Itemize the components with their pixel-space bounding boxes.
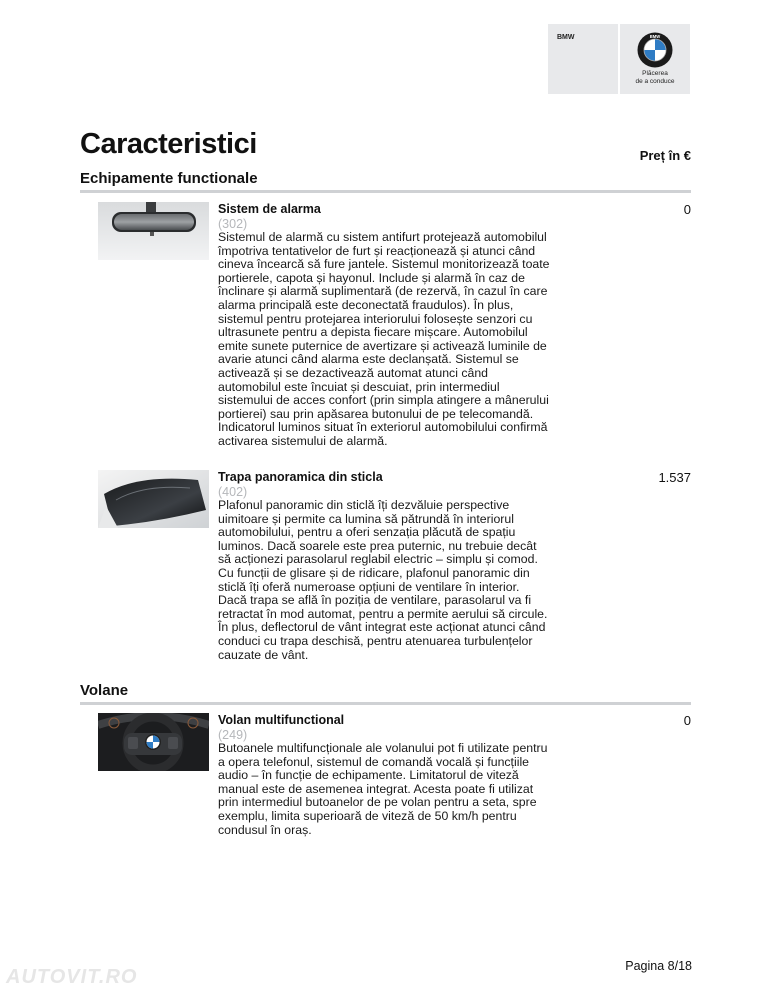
section-divider: [80, 190, 691, 193]
brand-slogan: [635, 70, 674, 86]
brand-name-box: [548, 24, 618, 94]
slogan-line-2: de a conduce: [635, 78, 675, 85]
watermark: AUTOVIT.RO: [6, 966, 138, 988]
slogan-line-1: Plăcerea: [642, 70, 668, 77]
logo-lettering: BMW: [649, 34, 661, 40]
item-name: Sistem de alarma: [218, 202, 321, 216]
item-price: 0: [683, 713, 691, 728]
page-number: Pagina 8/18: [625, 959, 692, 973]
section-title-volane: Volane: [80, 682, 129, 699]
item-code: (302): [218, 217, 248, 231]
bmw-logo-icon: [637, 32, 673, 68]
item-image-steering-wheel: [98, 713, 209, 771]
item-name: Trapa panoramica din sticla: [218, 470, 383, 484]
brand-header: [548, 24, 690, 94]
item-description: Plafonul panoramic din sticlă îți dezvăluie perspective uimitoare și permite ca lumina să pătrundă în interiorul automobilului, pentru a oferi senzația plăcută de spațiu luminos. Dacă soarele este prea puternic, nu trebuie decât să acționezi parasolarul reglabil electric – simplu și comod. Cu funcții de glisare și de ridicare, plafonul panoramic din sticlă îți oferă numeroase opțiuni de ventilare în interior. Dacă trapa se află în poziția de ventilare, parasolarul va fi retractat în mod automat, pentru a permite aerului să circule. În plus, deflectorul de vânt integrat este acționat atunci când conduci cu trapa deschisă, pentru atenuarea turbulențelor cauzate de vânt.: [218, 498, 548, 662]
item-price: 0: [683, 202, 691, 217]
page-title: Caracteristici: [80, 128, 257, 160]
section-divider: [80, 702, 691, 705]
brand-name: BMW: [557, 34, 575, 41]
item-price: 1.537: [658, 470, 691, 485]
item-code: (402): [218, 485, 248, 499]
item-description: Sistemul de alarmă cu sistem antifurt protejează automobilul împotriva tentativelor de furt și reacționează și atunci când cineva încearcă să fure jantele. Sistemul monitorizează toate portierele, capota și hayonul. Include și alarmă în caz de înclinare și alarmă suplimentară (de rezervă, în cazul în care alarma principală este deconectată fraudulos). În plus, sistemul pentru protejarea interiorului folosește senzori cu ultrasunete pentru a depista fiecare mișcare. Automobilul emite sunete puternice de avertizare și activează luminile de avarie atunci când alarma este declanșată. Sistemul se activează și se dezactivează automat atunci când automobilul este încuiat și descuiat, prin intermediul sistemului de acces confort (prin simpla atingere a mânerului portierei) sau prin apăsarea butonului de pe telecomandă. Indicatorul luminos situat în exteriorul automobilului confirmă activarea sistemului de alarmă.: [218, 230, 550, 448]
item-code: (249): [218, 728, 248, 742]
section-title-echipamente: Echipamente functionale: [80, 170, 258, 187]
brand-logo-box: [620, 24, 690, 94]
item-description: Butoanele multifuncționale ale volanului pot fi utilizate pentru a opera telefonul, sistemul de comandă vocală și funcțiile audio – în funcție de echipamente. Limitatorul de viteză manual este de asemenea integrat. Acesta poate fi utilizat prin intermediul butoanelor de pe volan pentru a seta, spre exemplu, limita superioară de viteză de 50 km/h pentru condusul în oraș.: [218, 741, 548, 837]
price-column-header: Preț în €: [639, 148, 691, 163]
item-image-sunroof: [98, 470, 209, 528]
item-image-mirror: [98, 202, 209, 260]
item-name: Volan multifunctional: [218, 713, 345, 727]
